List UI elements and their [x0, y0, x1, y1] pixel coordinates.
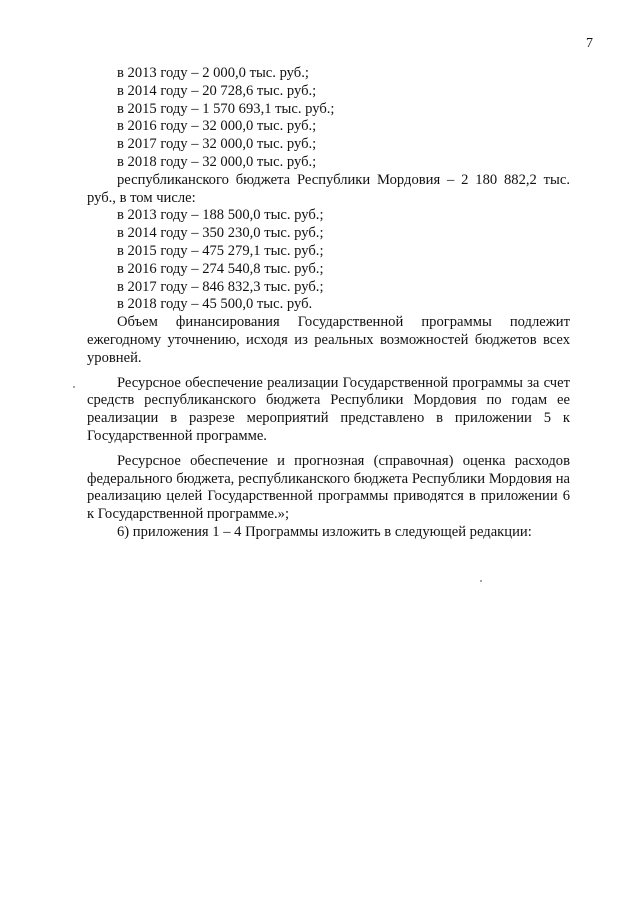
scan-speck — [73, 386, 75, 388]
republican-year-line: в 2015 году – 475 279,1 тыс. руб.; — [117, 242, 324, 259]
page-number: 7 — [586, 36, 593, 51]
republican-year-line: в 2017 году – 846 832,3 тыс. руб.; — [117, 278, 324, 295]
federal-year-line: в 2018 году – 32 000,0 тыс. руб.; — [117, 153, 317, 170]
republican-budget-list — [87, 207, 570, 314]
financing-paragraph: Объем финансирования Государственной программы подлежит ежегодному уточнению, исходя из реальных возможностей бюджетов всех уровней. — [87, 314, 570, 366]
scan-speck — [480, 580, 482, 582]
federal-year-line: в 2017 году – 32 000,0 тыс. руб.; — [117, 136, 317, 153]
federal-year-line: в 2016 году – 32 000,0 тыс. руб.; — [117, 118, 317, 135]
republican-budget-total: республиканского бюджета Республики Мордовия – 2 180 882,2 тыс. руб., в том числе: — [87, 171, 570, 206]
forecast-estimate-paragraph: Ресурсное обеспечение и прогнозная (справочная) оценка расходов федерального бюджета, республиканского бюджета Республики Мордовия на реализацию целей Государственной программы приводятся в приложении 6 к Государственной программе.»; — [87, 452, 570, 523]
federal-budget-list — [87, 65, 570, 172]
republican-year-line: в 2018 году – 45 500,0 тыс. руб. — [117, 296, 313, 313]
republican-year-line: в 2016 году – 274 540,8 тыс. руб.; — [117, 260, 324, 277]
appendix-amendment-paragraph: 6) приложения 1 – 4 Программы изложить в следующей редакции: — [117, 523, 532, 540]
federal-year-line: в 2013 году – 2 000,0 тыс. руб.; — [117, 65, 309, 81]
federal-year-line: в 2015 году – 1 570 693,1 тыс. руб.; — [117, 100, 335, 117]
republican-year-line: в 2014 году – 350 230,0 тыс. руб.; — [117, 225, 324, 242]
document-body — [87, 65, 570, 542]
republican-year-line: в 2013 году – 188 500,0 тыс. руб.; — [117, 207, 324, 224]
resource-provision-paragraph: Ресурсное обеспечение реализации Государственной программы за счет средств республиканского бюджета Республики Мордовия по годам ее реализации в разрезе мероприятий представлено в приложении 5 к Государственной программе. — [87, 374, 570, 444]
federal-year-line: в 2014 году – 20 728,6 тыс. руб.; — [117, 82, 317, 99]
